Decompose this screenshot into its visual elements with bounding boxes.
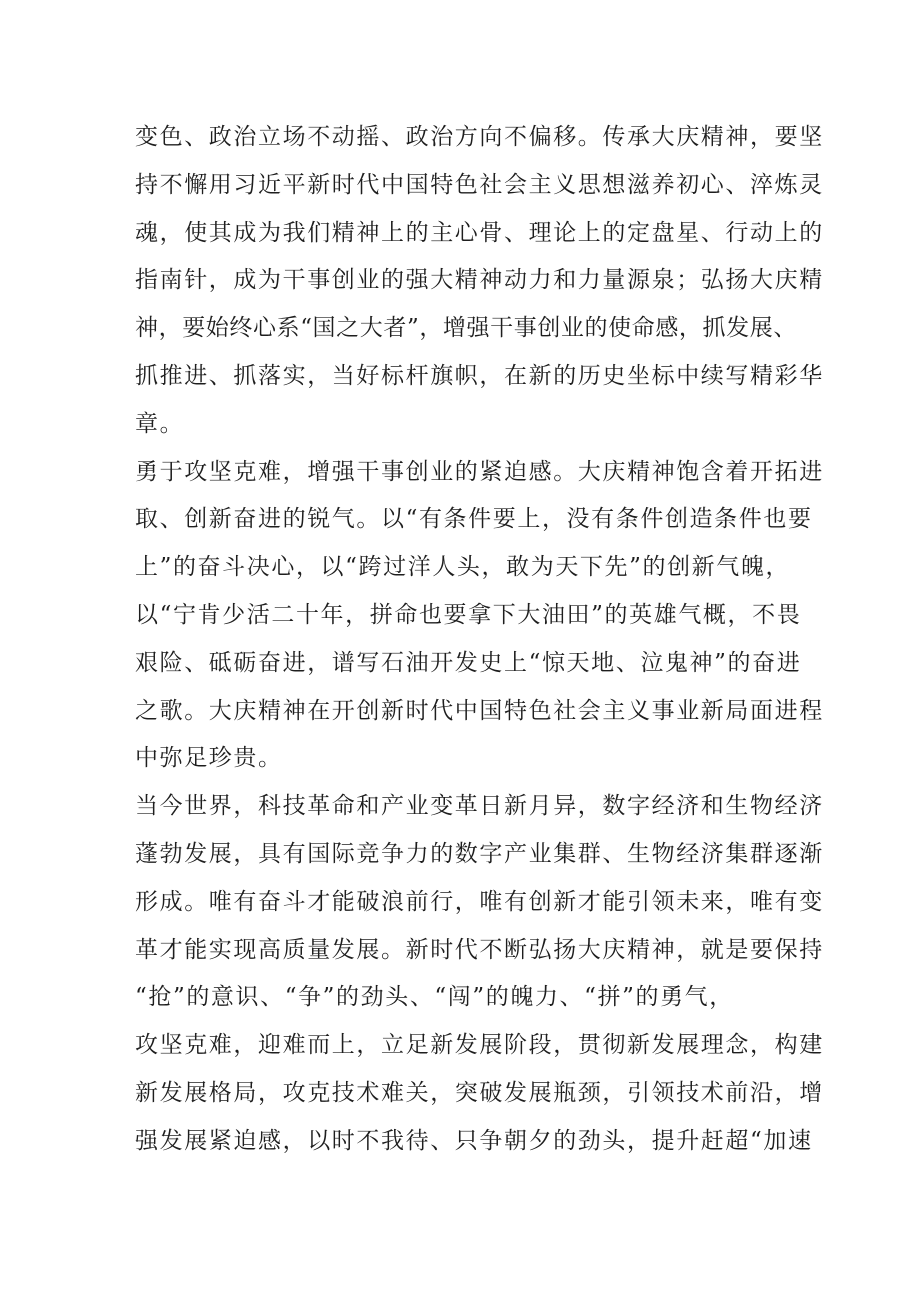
text-line: 艰险、砥砺奋进，谱写石油开发史上“惊天地、泣鬼神”的奋进 [135, 649, 802, 676]
text-line: 持不懈用习近平新时代中国特色社会主义思想滋养初心、淬炼灵 [135, 171, 824, 198]
text-line: 勇于攻坚克难，增强干事创业的紧迫感。大庆精神饱含着开拓进 [135, 458, 824, 485]
text-line: 抓推进、抓落实，当好标杆旗帜，在新的历史坐标中续写精彩华 [135, 362, 824, 389]
text-line: 新发展格局，攻克技术难关，突破发展瓶颈，引领技术前沿，增 [135, 1079, 824, 1106]
text-line: 章。 [135, 410, 185, 437]
text-line: 蓬勃发展，具有国际竞争力的数字产业集群、生物经济集群逐渐 [135, 840, 824, 867]
text-line: 取、创新奋进的锐气。以“有条件要上，没有条件创造条件也要 [135, 506, 813, 533]
text-line: 指南针，成为干事创业的强大精神动力和力量源泉；弘扬大庆精 [135, 267, 824, 294]
text-line: “抢”的意识、“争”的劲头、“闯”的魄力、“拼”的勇气， [135, 984, 734, 1011]
text-line: 魂，使其成为我们精神上的主心骨、理论上的定盘星、行动上的 [135, 219, 824, 246]
text-line: 之歌。大庆精神在开创新时代中国特色社会主义事业新局面进程 [135, 697, 824, 724]
text-line: 上”的奋斗决心，以“跨过洋人头，敢为天下先”的创新气魄， [135, 554, 791, 581]
text-line: 以“宁肯少活二十年，拼命也要拿下大油田”的英雄气概，不畏 [135, 601, 802, 628]
document-body [135, 114, 824, 1166]
text-line: 攻坚克难，迎难而上，立足新发展阶段，贯彻新发展理念，构建 [135, 1032, 824, 1059]
text-line: 革才能实现高质量发展。新时代不断弘扬大庆精神，就是要保持 [135, 936, 824, 963]
text-line: 中弥足珍贵。 [135, 745, 283, 772]
text-line: 强发展紧迫感，以时不我待、只争朝夕的劲头，提升赶超“加速 [135, 1127, 813, 1154]
text-line: 当今世界，科技革命和产业变革日新月异，数字经济和生物经济 [135, 793, 824, 820]
text-line: 变色、政治立场不动摇、政治方向不偏移。传承大庆精神，要坚 [135, 124, 824, 150]
text-line: 神，要始终心系“国之大者”，增强干事创业的使命感，抓发展、 [135, 315, 797, 342]
text-line: 形成。唯有奋斗才能破浪前行，唯有创新才能引领未来，唯有变 [135, 888, 824, 915]
